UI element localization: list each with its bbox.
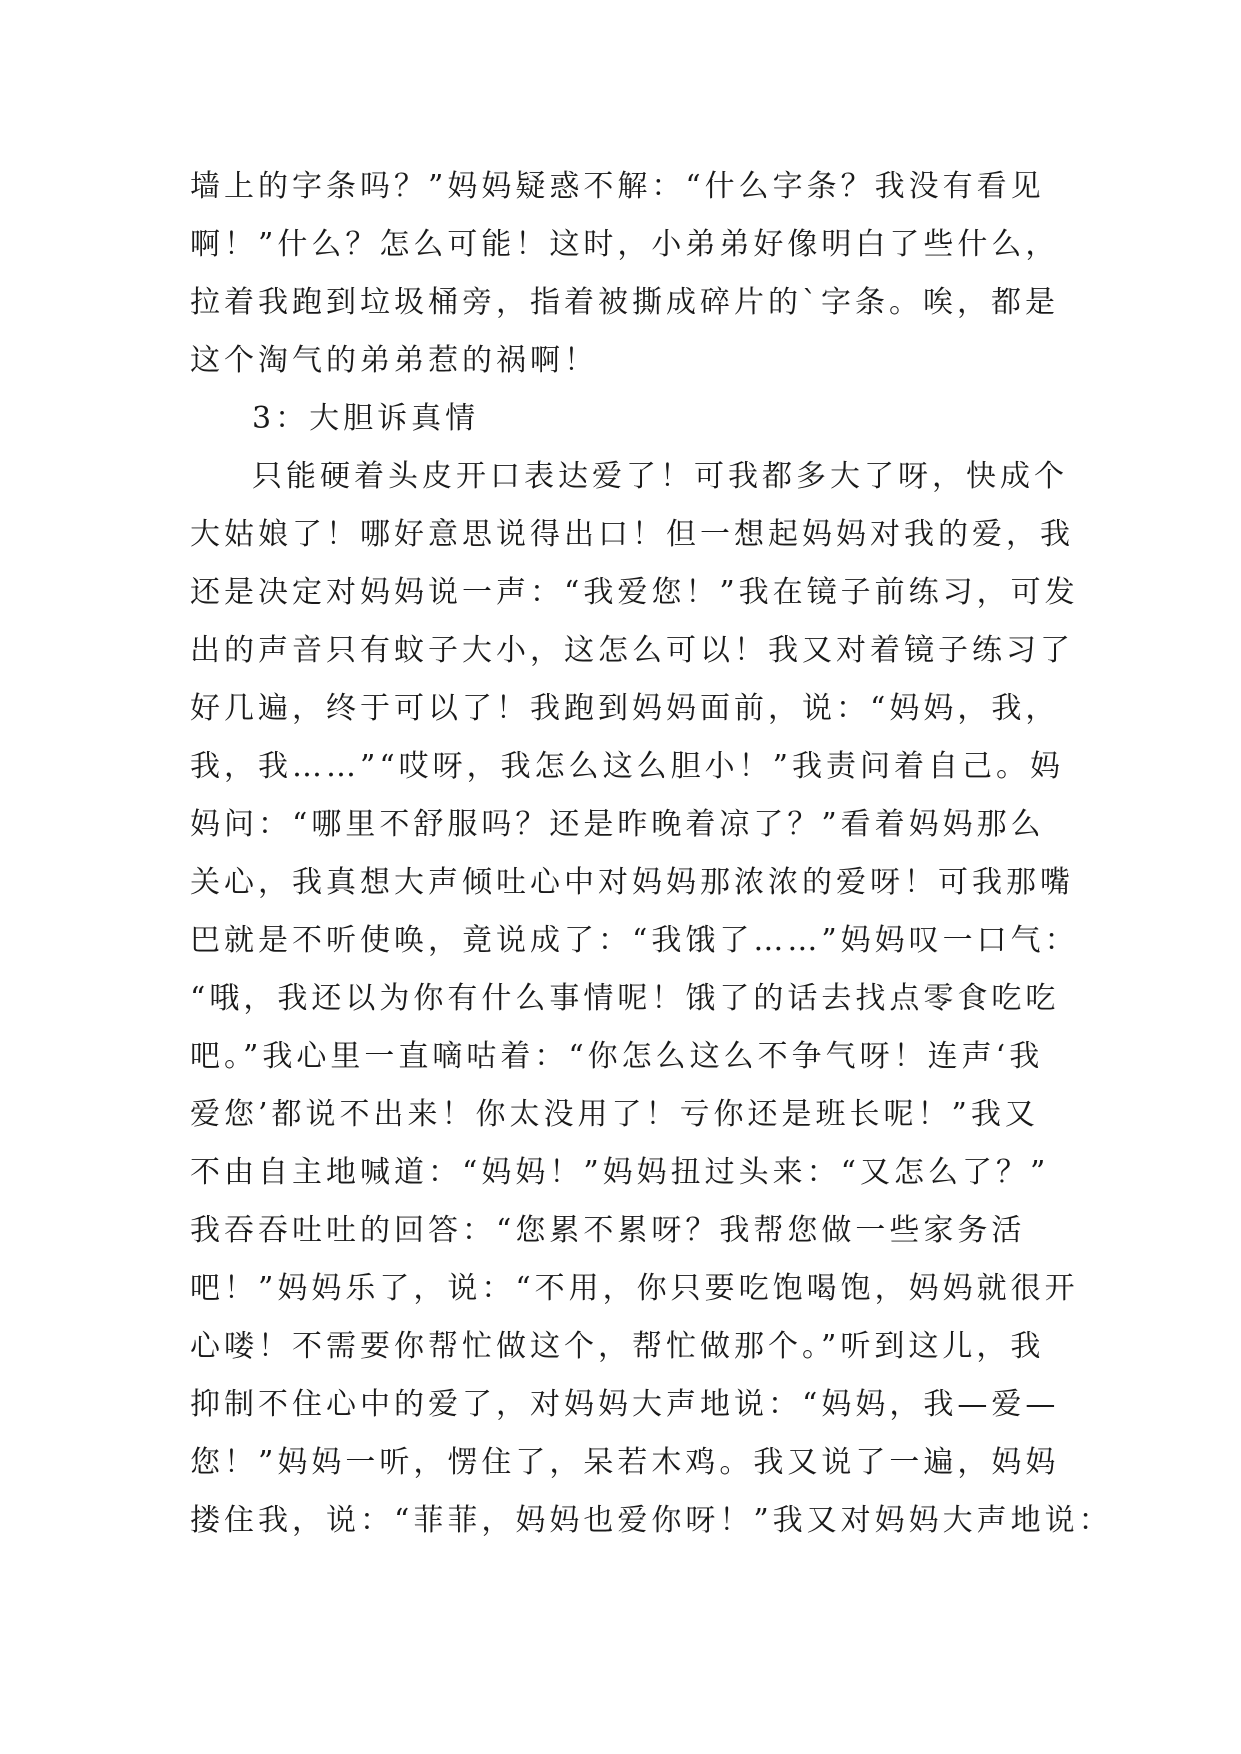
text-line: 我，我……”“哎呀，我怎么这么胆小！”我责问着自己。妈 xyxy=(190,749,1065,784)
paragraph-first-line: 只能硬着头皮开口表达爱了！可我都多大了呀，快成个 xyxy=(252,459,1068,494)
text-line: 拉着我跑到垃圾桶旁，指着被撕成碎片的`字条。唉，都是 xyxy=(190,285,1059,320)
text-line: 爱您’都说不出来！你太没用了！亏你还是班长呢！”我又 xyxy=(190,1097,1039,1132)
text-line: 关心，我真想大声倾吐心中对妈妈那浓浓的爱呀！可我那嘴 xyxy=(190,865,1074,900)
text-line: 墙上的字条吗？”妈妈疑惑不解：“什么字条？我没有看见 xyxy=(190,169,1045,204)
text-line: 吧！”妈妈乐了，说：“不用，你只要吃饱喝饱，妈妈就很开 xyxy=(190,1271,1079,1306)
text-line: 出的声音只有蚊子大小，这怎么可以！我又对着镜子练习了 xyxy=(190,633,1074,668)
text-line: 搂住我，说：“菲菲，妈妈也爱你呀！”我又对妈妈大声地说： xyxy=(190,1503,1113,1538)
text-line: 好几遍，终于可以了！我跑到妈妈面前，说：“妈妈，我， xyxy=(190,691,1060,726)
body-text xyxy=(190,158,1113,1550)
section-heading: 3：大胆诉真情 xyxy=(252,401,480,436)
text-line: 啊！”什么？怎么可能！这时，小弟弟好像明白了些什么， xyxy=(190,227,1060,262)
text-line: 心喽！不需要你帮忙做这个，帮忙做那个。”听到这儿，我 xyxy=(190,1329,1045,1364)
text-line: 您！”妈妈一听，愣住了，呆若木鸡。我又说了一遍，妈妈 xyxy=(190,1445,1060,1480)
text-line: 吧。”我心里一直嘀咕着：“你怎么这么不争气呀！连声‘我 xyxy=(190,1039,1044,1074)
text-line: 还是决定对妈妈说一声：“我爱您！”我在镜子前练习，可发 xyxy=(190,575,1079,610)
text-line: 巴就是不听使唤，竟说成了：“我饿了……”妈妈叹一口气： xyxy=(190,923,1079,958)
text-line: 我吞吞吐吐的回答：“您累不累呀？我帮您做一些家务活 xyxy=(190,1213,1026,1248)
text-line: 这个淘气的弟弟惹的祸啊！ xyxy=(190,343,598,378)
text-line: 抑制不住心中的爱了，对妈妈大声地说：“妈妈，我—爱— xyxy=(190,1387,1060,1422)
text-line: “哦，我还以为你有什么事情呢！饿了的话去找点零食吃吃 xyxy=(190,981,1060,1016)
text-line: 大姑娘了！哪好意思说得出口！但一想起妈妈对我的爱，我 xyxy=(190,517,1074,552)
text-line: 不由自主地喊道：“妈妈！”妈妈扭过头来：“又怎么了？” xyxy=(190,1155,1050,1190)
text-line: 妈问：“哪里不舒服吗？还是昨晚着凉了？”看着妈妈那么 xyxy=(190,807,1045,842)
